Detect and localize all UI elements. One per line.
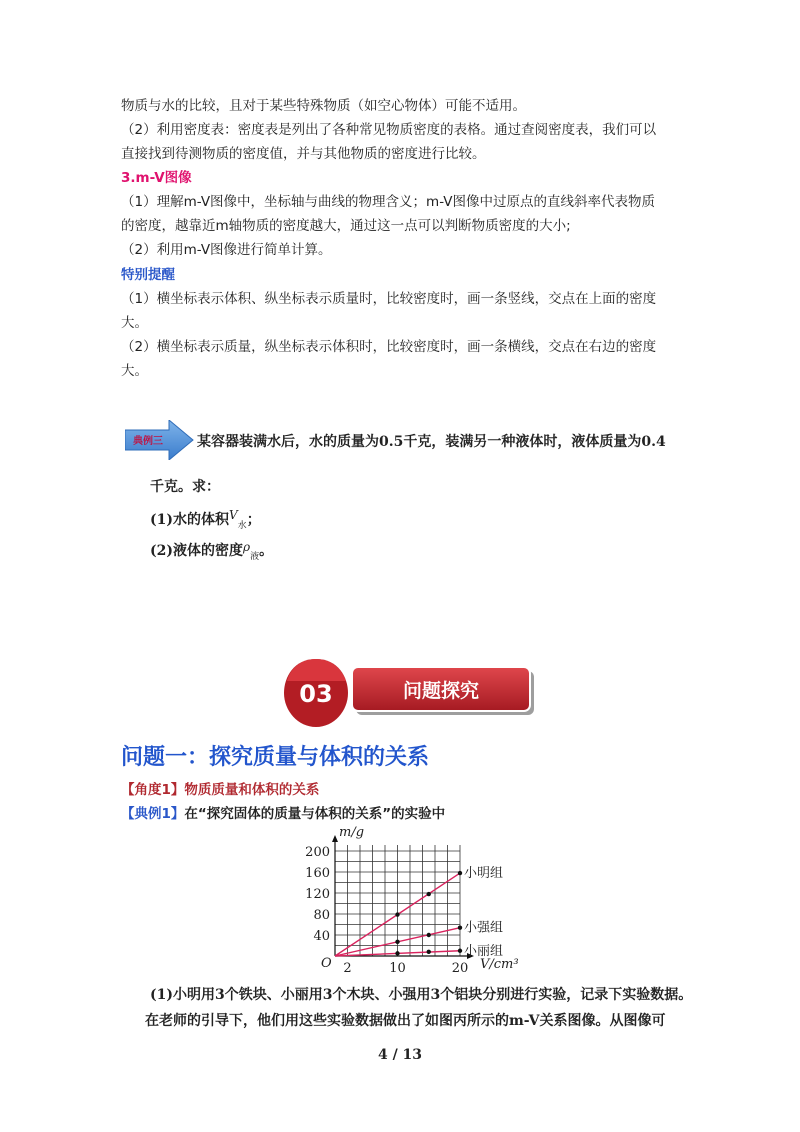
text-line: （1）理解m-V图像中，坐标轴与曲线的物理含义；m-V图像中过原点的直线斜率代表物质 [121,194,656,210]
text-line: 物质与水的比较，且对于某些特殊物质（如空心物体）可能不适用。 [121,98,526,114]
text-line: 大。 [121,363,148,379]
data-point [427,892,431,896]
data-point [458,871,462,875]
text-line: （2）利用m-V图像进行简单计算。 [121,242,332,258]
example-badge-arrow [125,420,195,460]
x-tick-label: 10 [389,961,406,976]
tip-heading: 特别提醒 [121,267,175,283]
data-point [395,912,399,916]
x-tick-label: 20 [451,961,469,976]
q2-symbol: ρ [243,540,251,554]
section-title: 问题一：探究质量与体积的关系 [121,745,430,770]
text-line: 大。 [121,315,148,331]
y-axis-arrow [332,835,338,842]
data-point [458,925,462,929]
origin-label: O [321,956,332,971]
data-point [427,933,431,937]
example3-q1 [150,505,261,536]
text-line: 直接找到待测物质的密度值，并与其他物质的密度进行比较。 [121,146,486,162]
q1-subscript: 水 [237,520,247,531]
y-tick-label: 40 [313,929,330,944]
y-tick-label: 80 [313,908,330,923]
data-point [395,951,399,955]
y-tick-label: 160 [305,866,330,881]
data-point [427,950,431,954]
angle-heading: 【角度1】物质质量和体积的关系 [121,782,320,798]
series-label: 小明组 [464,866,504,882]
question-line: 在老师的引导下，他们用这些实验数据做出了如图丙所示的m-V关系图像。从图像可 [145,1013,666,1029]
q2-text: (2)液体的密度 [150,543,243,559]
section-banner [280,655,540,735]
text-line: （2）利用密度表：密度表是列出了各种常见物质密度的表格。通过查阅密度表，我们可以 [121,122,657,138]
x-tick-label: 2 [343,961,352,976]
banner-label: 问题探究 [402,680,480,702]
example3-text-cont: 千克。求： [150,479,220,495]
example1-tag: 【典例1】 [121,806,185,822]
y-tick-label: 200 [305,845,330,860]
y-axis-label: m/g [339,825,365,840]
q2-subscript: 液 [250,551,260,562]
series-label: 小丽组 [464,943,504,959]
q1-symbol: V [229,508,238,522]
question-line: (1)小明用3个铁块、小丽用3个木块、小强用3个铝块分别进行实验，记录下实验数据。 [150,987,693,1003]
data-point [458,949,462,953]
subheading-mv-graph: 3.m-V图像 [121,170,192,186]
example3-text: 某容器装满水后，水的质量为0.5千克，装满另一种液体时，液体质量为0.4 [197,434,666,450]
y-tick-label: 120 [305,887,330,902]
page-number: 4 / 13 [377,1047,423,1063]
example-badge-label: 典例三 [133,436,163,447]
x-axis-label: V/cm³ [480,957,519,972]
data-point [395,940,399,944]
text-line: 的密度，越靠近m轴物质的密度越大，通过这一点可以判断物质密度的大小; [121,218,571,234]
example3-q2 [150,537,273,567]
q1-end: ； [246,512,261,528]
q1-text: (1)水的体积 [150,512,229,528]
series-label: 小强组 [464,920,504,936]
text-line: （1）横坐标表示体积、纵坐标表示质量时，比较密度时，画一条竖线，交点在上面的密度 [121,291,657,307]
q2-end: 。 [259,543,274,559]
section-number: 03 [299,680,333,708]
text-line: （2）横坐标表示质量，纵坐标表示体积时，比较密度时，画一条横线，交点在右边的密度 [121,339,657,355]
example1-text: 在“探究固体的质量与体积的关系”的实验中 [184,806,446,822]
example1-line [121,802,445,822]
mv-chart [300,822,530,982]
